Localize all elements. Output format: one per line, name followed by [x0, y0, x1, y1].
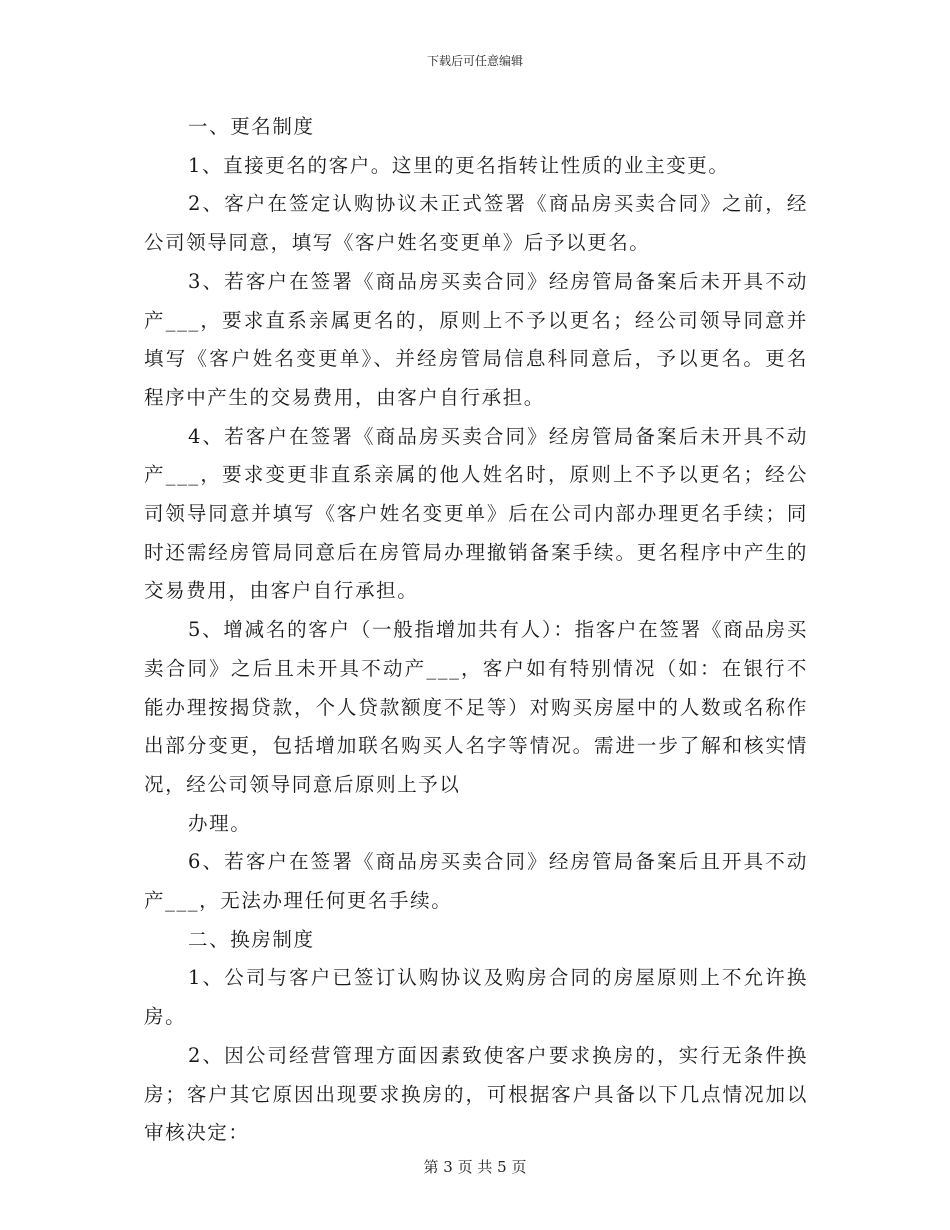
paragraph: 1、直接更名的客户。这里的更名指转让性质的业主变更。	[188, 153, 730, 177]
page-number: 第 3 页 共 5 页	[423, 1158, 527, 1176]
paragraph-continuation: 办理。	[188, 811, 252, 835]
paragraph: 2、因公司经营管理方面因素致使客户要求换房的，实行无条件换房；客户其它原因出现要求换房的，可根据客户具备以下几点情况加以审核决定：	[144, 1043, 808, 1145]
paragraph: 1、公司与客户已签订认购协议及购房合同的房屋原则上不允许换房。	[144, 966, 808, 1029]
paragraph: 4、若客户在签署《商品房买卖合同》经房管局备案后未开具不动产___，要求变更非直系亲属的他人姓名时，原则上不予以更名；经公司领导同意并填写《客户姓名变更单》后在公司内部办理更名手续；同时还需经房管局同意后在房管局办理撤销备案手续。更名程序中产生的交易费用，由客户自行承担。	[144, 424, 808, 603]
paragraph: 6、若客户在签署《商品房买卖合同》经房管局备案后且开具不动产___，无法办理任何更名手续。	[144, 850, 808, 913]
page-header	[0, 53, 950, 69]
header-note: 下载后可任意编辑	[426, 54, 523, 68]
document-body	[144, 108, 808, 1153]
section-heading-room-change: 二、换房制度	[188, 927, 315, 951]
page-footer	[0, 1157, 950, 1177]
paragraph: 5、增减名的客户（一般指增加共有人）：指客户在签署《商品房买卖合同》之后且未开具不动产___，客户如有特别情况（如：在银行不能办理按揭贷款，个人贷款额度不足等）对购买房屋中的人数或名称作出部分变更，包括增加联名购买人名字等情况。需进一步了解和核实情况，经公司领导同意后原则上予以	[144, 618, 808, 796]
paragraph: 2、客户在签定认购协议未正式签署《商品房买卖合同》之前，经公司领导同意，填写《客户姓名变更单》后予以更名。	[144, 192, 808, 255]
paragraph: 3、若客户在签署《商品房买卖合同》经房管局备案后未开具不动产___，要求直系亲属更名的，原则上不予以更名；经公司领导同意并填写《客户姓名变更单》、并经房管局信息科同意后，予以更名。更名程序中产生的交易费用，由客户自行承担。	[144, 269, 808, 409]
section-heading-rename: 一、更名制度	[188, 115, 315, 138]
